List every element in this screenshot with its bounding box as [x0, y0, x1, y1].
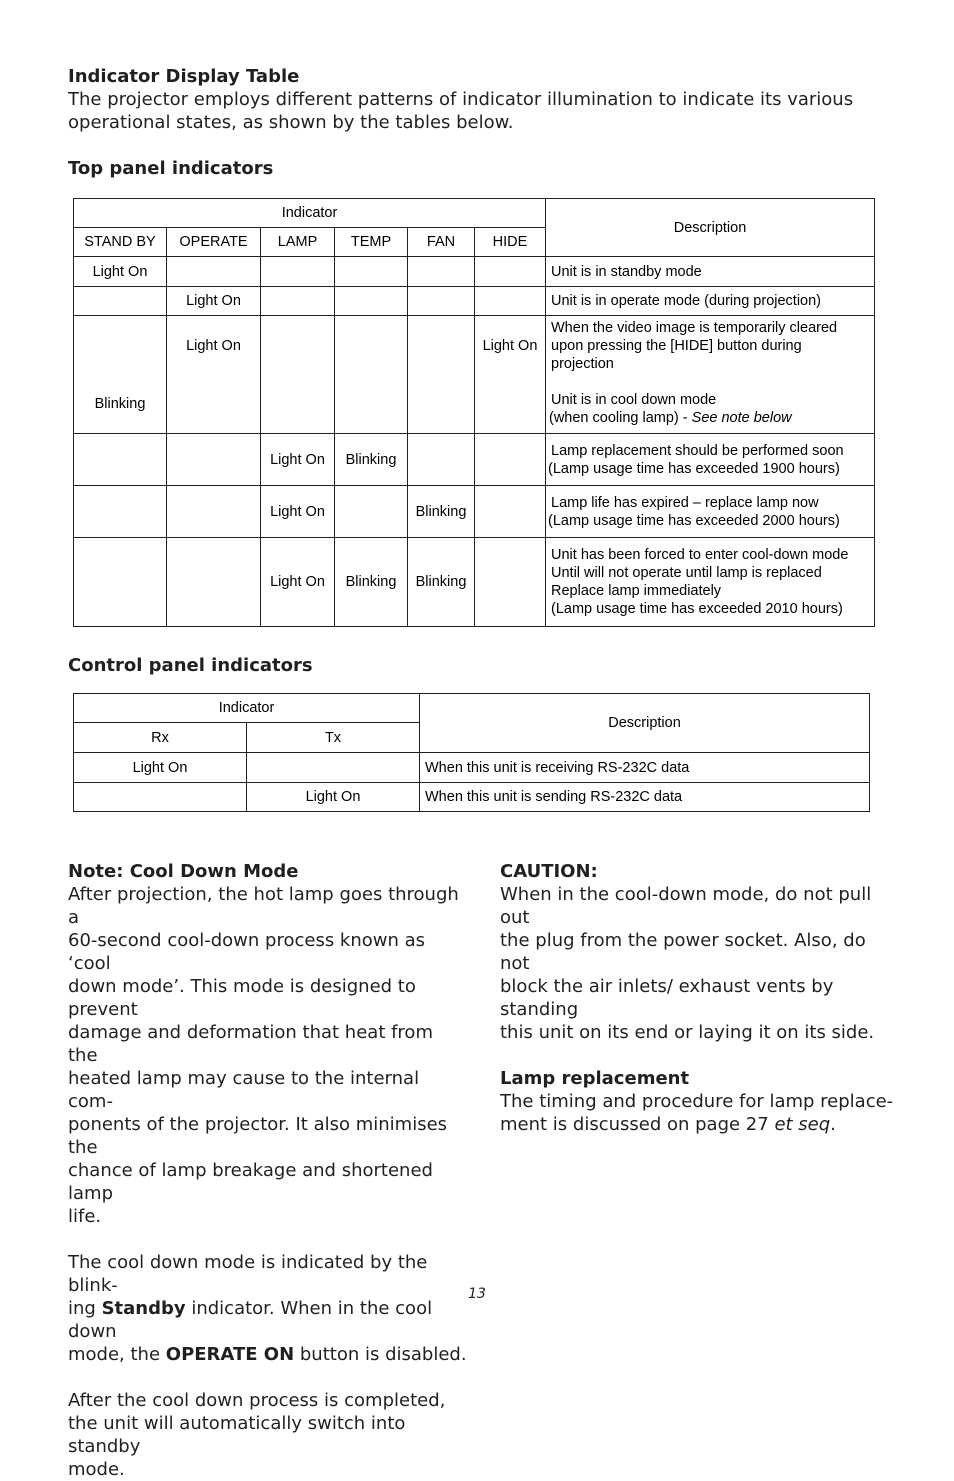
see-note-below: See note below [691, 410, 792, 426]
caution-line: When in the cool-down mode, do not pull out [500, 884, 872, 928]
table-cell [74, 538, 167, 627]
note-line: After projection, the hot lamp goes through a [68, 884, 459, 928]
note-line: mode, the OPERATE ON button is disabled. [68, 1344, 467, 1365]
table-cell: Light On [247, 783, 420, 812]
note-line: ing Standby indicator. When in the cool down [68, 1298, 433, 1342]
caution-line: this unit on its end or laying it on its side. [500, 1022, 875, 1043]
desc-line: When the video image is temporarily cleared [551, 320, 838, 336]
note-line: life. [68, 1206, 102, 1227]
note-line: heated lamp may cause to the internal com- [68, 1068, 420, 1112]
caution-section [500, 860, 900, 1136]
table-cell: Blinking [335, 538, 408, 627]
description-cell: Unit is in operate mode (during projection) [546, 287, 875, 316]
table-cell [335, 316, 408, 434]
table-cell [74, 434, 167, 486]
description-cell [546, 316, 875, 434]
et-seq: et seq [774, 1114, 831, 1135]
caution-heading: CAUTION: [500, 861, 598, 882]
table-cell [475, 287, 546, 316]
note-line: The cool down mode is indicated by the blink- [68, 1252, 428, 1296]
description-cell: When this unit is receiving RS-232C data [420, 753, 870, 783]
lamp-line: The timing and procedure for lamp replace- [500, 1091, 894, 1112]
table-row [74, 316, 875, 434]
note-line: down mode’. This mode is designed to prevent [68, 976, 416, 1020]
table-cell [335, 287, 408, 316]
top-panel-heading: Top panel indicators [68, 158, 274, 179]
control-panel-table [73, 693, 870, 812]
desc-line: Lamp life has expired – replace lamp now [551, 494, 819, 511]
table-row [74, 257, 875, 287]
col-rx: Rx [74, 723, 247, 753]
desc-line: Lamp replacement should be performed soon [551, 442, 844, 459]
table-cell [475, 538, 546, 627]
description-cell: Unit is in standby mode [546, 257, 875, 287]
table-row [74, 486, 875, 538]
desc-line: upon pressing the [HIDE] button during [551, 338, 802, 354]
table-cell [261, 316, 335, 434]
col-fan: FAN [408, 228, 475, 257]
note-line: After the cool down process is completed, [68, 1390, 446, 1411]
table-cell [247, 753, 420, 783]
desc-line: Until will not operate until lamp is replaced [551, 565, 822, 581]
description-cell [546, 538, 875, 627]
caution-line: the plug from the power socket. Also, do not [500, 930, 866, 974]
note-line: chance of lamp breakage and shortened lamp [68, 1160, 433, 1204]
desc-line: (Lamp usage time has exceeded 2000 hours) [548, 512, 840, 529]
description-header: Description [546, 199, 875, 257]
table-row [74, 783, 870, 812]
description-header: Description [420, 694, 870, 753]
col-hide: HIDE [475, 228, 546, 257]
table-cell [408, 434, 475, 486]
table-cell: Blinking [74, 316, 167, 434]
standby-term: Standby [101, 1298, 186, 1319]
lamp-heading: Lamp replacement [500, 1068, 690, 1089]
table-cell [475, 486, 546, 538]
table-cell: Light On [475, 316, 546, 434]
col-temp: TEMP [335, 228, 408, 257]
table-cell [167, 434, 261, 486]
table-row [74, 287, 875, 316]
desc-line [549, 409, 874, 427]
table-row [74, 434, 875, 486]
col-tx: Tx [247, 723, 420, 753]
table-cell: Light On [167, 287, 261, 316]
table-cell: Blinking [408, 486, 475, 538]
note-heading: Note: Cool Down Mode [68, 861, 299, 882]
table-row [74, 538, 875, 627]
table-cell: Light On [74, 257, 167, 287]
table-cell [167, 257, 261, 287]
table-cell [261, 287, 335, 316]
table-cell [74, 287, 167, 316]
caution-line: block the air inlets/ exhaust vents by standing [500, 976, 834, 1020]
col-lamp: LAMP [261, 228, 335, 257]
table-cell [408, 257, 475, 287]
table-cell: Light On [167, 316, 261, 434]
intro-section [68, 65, 888, 134]
table-cell [74, 783, 247, 812]
table-row [74, 753, 870, 783]
desc-line: (Lamp usage time has exceeded 1900 hours) [548, 460, 840, 477]
indicator-header: Indicator [74, 199, 546, 228]
description-cell: When this unit is sending RS-232C data [420, 783, 870, 812]
description-cell [546, 486, 875, 538]
table-cell [475, 257, 546, 287]
note-line: mode. [68, 1459, 125, 1480]
table-cell: Light On [261, 434, 335, 486]
table-cell: Blinking [335, 434, 408, 486]
indicator-header: Indicator [74, 694, 420, 723]
table-cell [408, 316, 475, 434]
desc-line: Replace lamp immediately [551, 583, 722, 599]
table-cell [335, 257, 408, 287]
lamp-line: ment is discussed on page 27 et seq. [500, 1114, 836, 1135]
intro-text: The projector employs different patterns of indicator illumination to indicate its various operational states, as shown by the tables below. [68, 89, 854, 133]
col-operate: OPERATE [167, 228, 261, 257]
page-number: 13 [468, 1286, 486, 1302]
table-cell: Light On [74, 753, 247, 783]
control-panel-heading: Control panel indicators [68, 655, 313, 676]
desc-line: Unit has been forced to enter cool-down mode [551, 547, 849, 563]
table-cell: Blinking [408, 538, 475, 627]
table-cell [167, 486, 261, 538]
table-cell: Light On [261, 538, 335, 627]
col-standby: STAND BY [74, 228, 167, 257]
note-line: ponents of the projector. It also minimises the [68, 1114, 448, 1158]
desc-plain: (when cooling lamp) - [549, 410, 692, 426]
table-cell [261, 257, 335, 287]
note-line: the unit will automatically switch into standby [68, 1413, 406, 1457]
top-panel-table [73, 198, 875, 627]
table-cell [74, 486, 167, 538]
table-cell [475, 434, 546, 486]
note-line: 60-second cool-down process known as ‘cool [68, 930, 426, 974]
table-cell [335, 486, 408, 538]
intro-heading: Indicator Display Table [68, 66, 300, 87]
description-cell [546, 434, 875, 486]
operate-on-term: OPERATE ON [165, 1344, 295, 1365]
desc-line: Unit is in cool down mode [551, 392, 717, 408]
table-cell [408, 287, 475, 316]
note-line: damage and deformation that heat from the [68, 1022, 433, 1066]
note-section [68, 860, 468, 1481]
table-cell [167, 538, 261, 627]
desc-line: (Lamp usage time has exceeded 2010 hours) [551, 601, 843, 617]
table-cell: Light On [261, 486, 335, 538]
desc-line: projection [551, 356, 614, 372]
